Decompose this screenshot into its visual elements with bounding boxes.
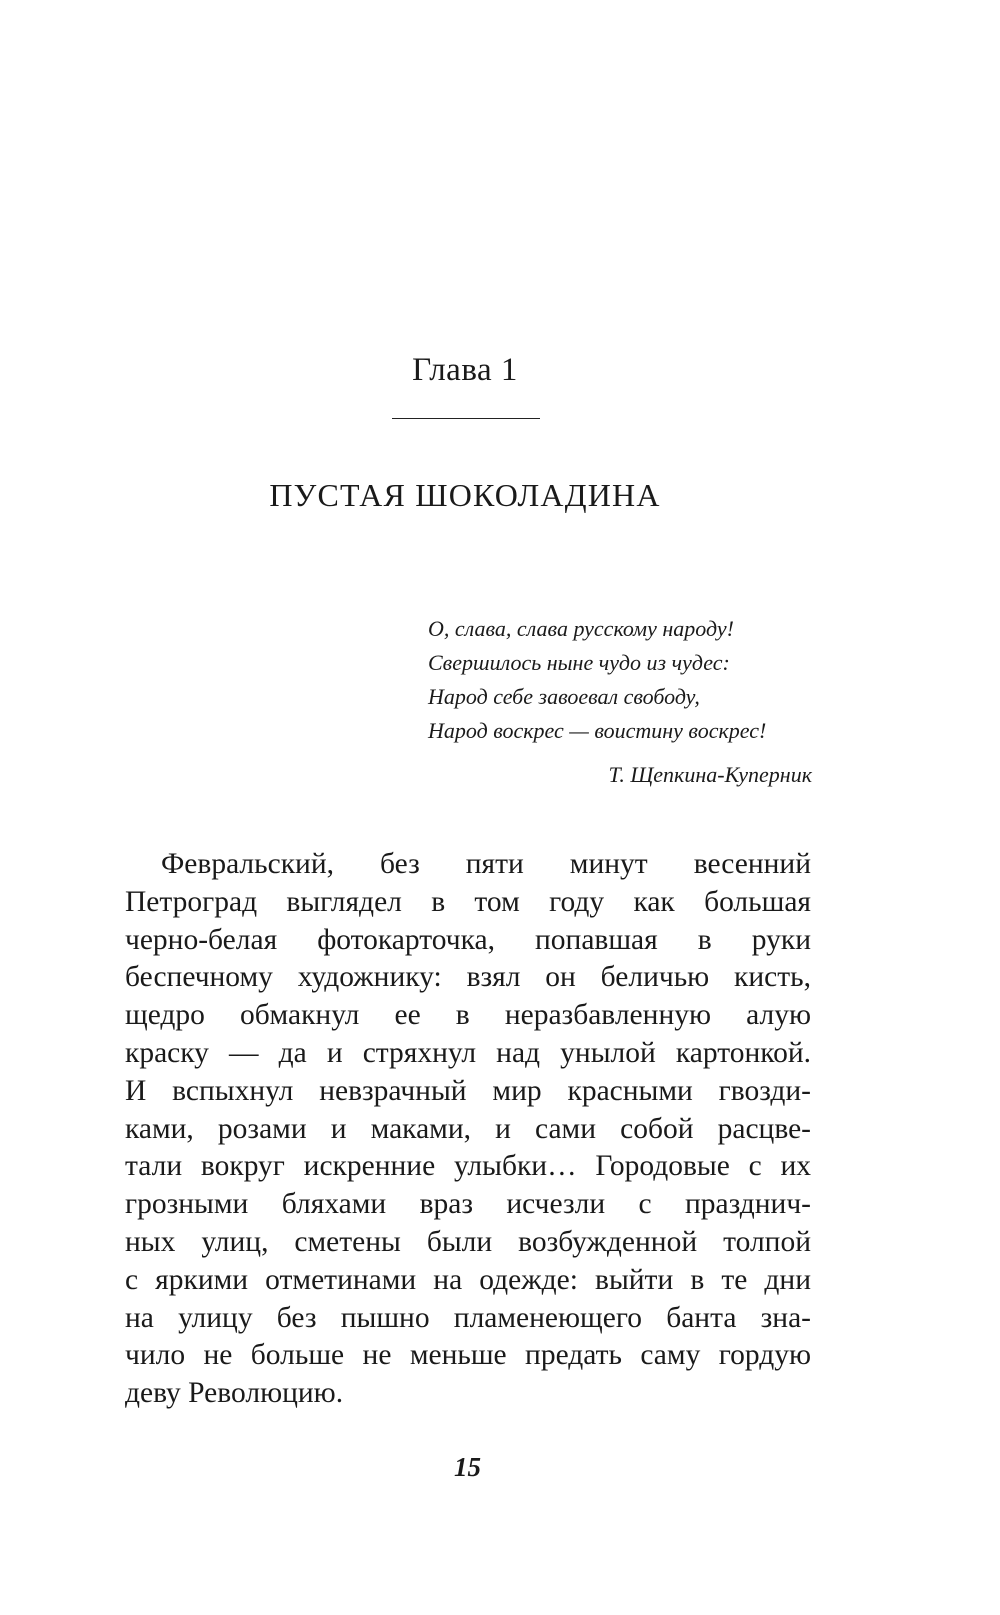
body-line: И вспыхнул невзрачный мир красными гвозди- (125, 1074, 811, 1107)
body-line: тали вокруг искренние улыбки… Городовые с их (125, 1150, 811, 1183)
body-line: краску — да и стряхнул над унылой картонкой. (125, 1036, 811, 1069)
page-number: 15 (454, 1452, 481, 1482)
body-line: беспечному художнику: взял он беличью кисть, (125, 961, 811, 994)
body-line: ками, розами и маками, и сами собой расцве- (125, 1112, 811, 1145)
chapter-divider (392, 418, 540, 419)
body-line: деву Революцию. (125, 1377, 344, 1410)
epigraph-line: Свершилось ныне чудо из чудес: (428, 650, 730, 675)
body-line: чило не больше не меньше предать саму гордую (125, 1339, 811, 1372)
epigraph-author: Т. Щепкина-Куперник (608, 762, 812, 787)
body-line: с яркими отметинами на одежде: выйти в те дни (125, 1263, 811, 1296)
chapter-title: ПУСТАЯ ШОКОЛАДИНА (269, 477, 661, 513)
epigraph-line: Народ себе завоевал свободу, (428, 684, 700, 709)
body-line: черно-белая фотокарточка, попавшая в руки (125, 923, 811, 956)
body-line: Петроград выглядел в том году как большая (125, 885, 811, 918)
epigraph-line: Народ воскрес — воистину воскрес! (428, 718, 767, 743)
body-paragraph (125, 846, 811, 1413)
body-line: грозными бляхами враз исчезли с празднич- (125, 1188, 811, 1221)
body-line: щедро обмакнул ее в неразбавленную алую (125, 999, 811, 1032)
body-line: ных улиц, сметены были возбужденной толпой (125, 1225, 811, 1258)
epigraph-line: О, слава, слава русскому народу! (428, 616, 734, 641)
epigraph (428, 612, 812, 748)
chapter-label: Глава 1 (412, 352, 518, 388)
body-line: Февральский, без пяти минут весенний (161, 848, 811, 880)
body-line: на улицу без пышно пламенеющего банта зна- (125, 1301, 811, 1334)
